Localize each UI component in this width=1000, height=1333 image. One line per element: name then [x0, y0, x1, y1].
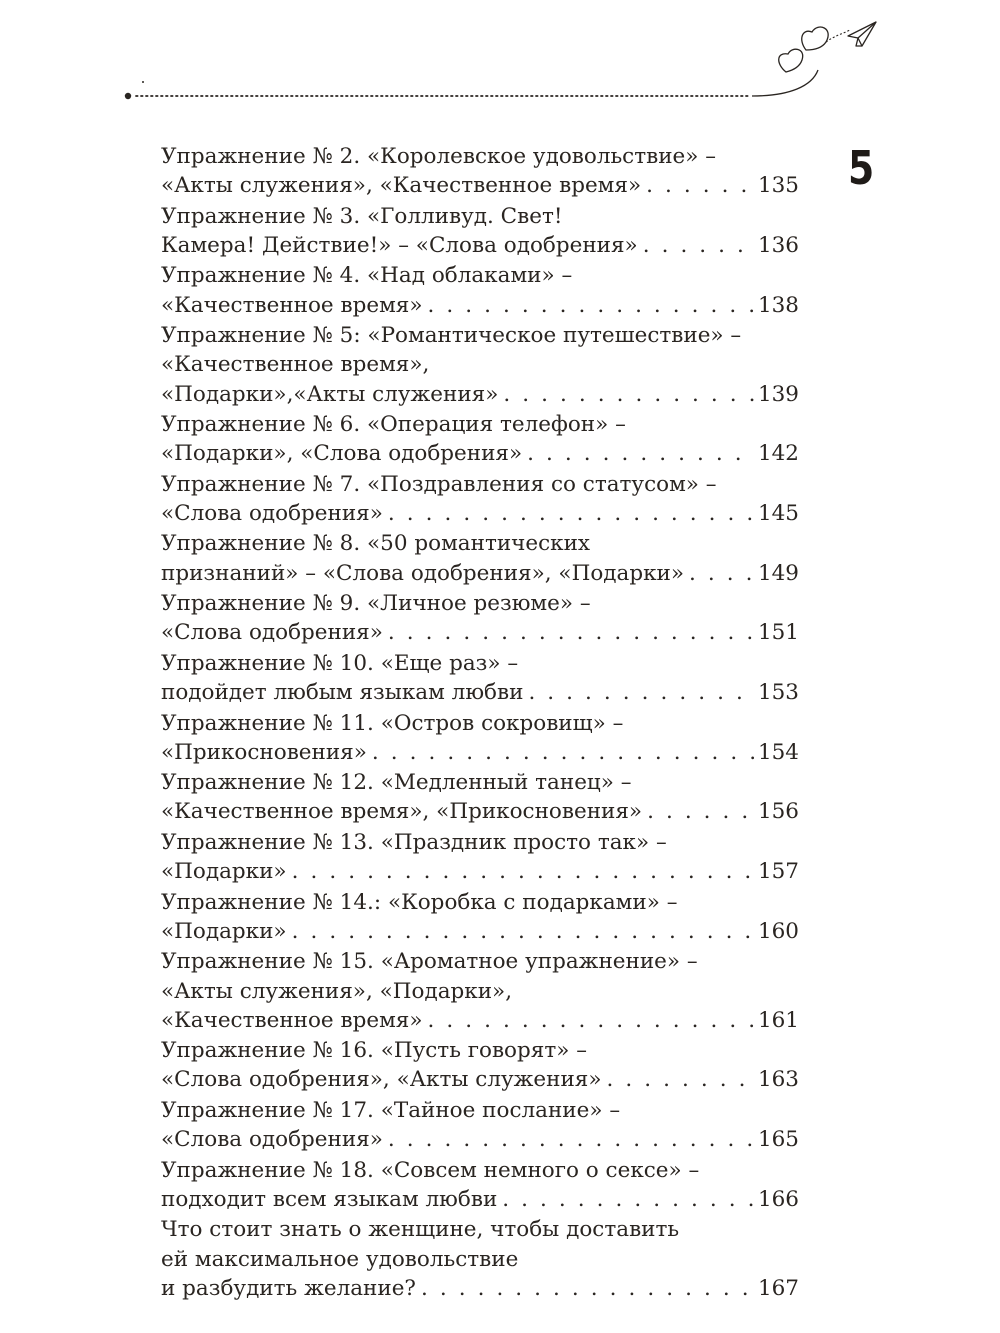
toc-entry[interactable]	[161, 1215, 799, 1303]
toc-entry-text: Упражнение № 6. «Операция телефон» –	[161, 412, 626, 438]
toc-page-number: 165	[757, 1127, 799, 1153]
toc-entry-text: Упражнение № 4. «Над облаками» –	[161, 263, 573, 289]
header-dot	[125, 93, 131, 99]
toc-page-number: 135	[757, 173, 799, 199]
toc-entry-line	[161, 171, 799, 200]
dot-leader	[528, 678, 754, 707]
toc-entry-text: Что стоит знать о женщине, чтобы доставить	[161, 1217, 680, 1243]
toc-page-number: 166	[757, 1186, 799, 1212]
header-decoration	[0, 0, 1000, 120]
toc-entry-line	[161, 797, 799, 826]
toc-entry-text: «Подарки»,«Акты служения»	[161, 381, 499, 407]
toc-entry-line	[161, 231, 799, 260]
dot-leader	[428, 1006, 754, 1035]
toc-entry-line	[161, 888, 799, 917]
toc-page-number: 156	[757, 799, 799, 825]
toc-page-number: 161	[757, 1007, 799, 1033]
toc-entry-text: Упражнение № 7. «Поздравления со статусом» –	[161, 471, 717, 497]
toc-page-number: 153	[757, 680, 799, 706]
toc-entry-text: ей максимальное удовольствие	[161, 1246, 519, 1272]
toc-entry-text: «Акты служения», «Подарки»,	[161, 978, 513, 1004]
toc-entry-text: признаний» – «Слова одобрения», «Подарки»	[161, 560, 685, 586]
toc-entry-line	[161, 649, 799, 678]
toc-page-number: 157	[757, 859, 799, 885]
toc-entry-line	[161, 1215, 799, 1244]
dot-leader	[292, 917, 754, 946]
header-dot-small	[142, 81, 144, 83]
dot-leader	[689, 559, 754, 588]
page-number: 5	[848, 141, 874, 195]
table-of-contents	[161, 142, 799, 1304]
toc-entry-line	[161, 917, 799, 946]
toc-entry-line	[161, 470, 799, 499]
toc-entry-line	[161, 828, 799, 857]
header-swirl-line	[752, 70, 818, 96]
dot-leader	[428, 291, 754, 320]
toc-entry-line	[161, 291, 799, 320]
dot-leader	[527, 439, 754, 468]
toc-page-number: 145	[757, 500, 799, 526]
dot-leader	[607, 1065, 754, 1094]
heart-icon	[779, 27, 828, 72]
dot-leader	[502, 1185, 754, 1214]
toc-entry-text: Упражнение № 11. «Остров сокровищ» –	[161, 710, 624, 736]
toc-entry-text: «Слова одобрения»	[161, 620, 383, 646]
toc-entry[interactable]	[161, 1036, 799, 1094]
toc-entry[interactable]	[161, 709, 799, 767]
toc-entry-text: «Качественное время»	[161, 292, 423, 318]
dot-leader	[646, 171, 754, 200]
toc-entry-text: подходит всем языкам любви	[161, 1186, 498, 1212]
toc-entry-line	[161, 618, 799, 647]
toc-entry-text: Упражнение № 10. «Еще раз» –	[161, 650, 519, 676]
toc-entry-line	[161, 709, 799, 738]
dot-leader	[388, 499, 754, 528]
toc-entry-line	[161, 977, 799, 1006]
dot-leader	[292, 857, 754, 886]
toc-entry-line	[161, 1245, 799, 1274]
toc-entry[interactable]	[161, 768, 799, 826]
toc-entry-text: Упражнение № 9. «Личное резюме» –	[161, 591, 591, 617]
toc-page-number: 142	[757, 441, 799, 467]
dot-leader	[388, 618, 754, 647]
toc-entry-text: Упражнение № 5: «Романтическое путешествие» –	[161, 323, 742, 349]
toc-entry-text: Камера! Действие!» – «Слова одобрения»	[161, 232, 638, 258]
toc-entry-line	[161, 380, 799, 409]
toc-entry-text: Упражнение № 12. «Медленный танец» –	[161, 770, 632, 796]
toc-entry-line	[161, 1156, 799, 1185]
toc-page-number: 163	[757, 1067, 799, 1093]
toc-entry[interactable]	[161, 529, 799, 587]
toc-entry-text: «Подарки»	[161, 918, 287, 944]
toc-entry[interactable]	[161, 470, 799, 528]
toc-entry[interactable]	[161, 589, 799, 647]
toc-entry-line	[161, 1065, 799, 1094]
toc-page-number: 136	[757, 232, 799, 258]
toc-entry-line	[161, 499, 799, 528]
toc-entry-line	[161, 142, 799, 171]
toc-entry-line	[161, 321, 799, 350]
toc-entry-text: «Слова одобрения», «Акты служения»	[161, 1067, 602, 1093]
toc-page-number: 154	[757, 739, 799, 765]
toc-page-number: 139	[757, 381, 799, 407]
toc-page-number: 138	[757, 292, 799, 318]
toc-entry[interactable]	[161, 202, 799, 260]
toc-entry-line	[161, 1274, 799, 1303]
toc-entry-line	[161, 678, 799, 707]
toc-entry-line	[161, 350, 799, 379]
toc-entry-text: Упражнение № 17. «Тайное послание» –	[161, 1097, 621, 1123]
toc-entry-line	[161, 1006, 799, 1035]
toc-entry-line	[161, 529, 799, 558]
toc-entry-text: «Прикосновения»	[161, 739, 367, 765]
toc-entry-line	[161, 261, 799, 290]
toc-entry-text: и разбудить желание?	[161, 1275, 416, 1301]
toc-entry-text: «Качественное время», «Прикосновения»	[161, 799, 643, 825]
toc-entry-text: «Подарки», «Слова одобрения»	[161, 441, 523, 467]
toc-entry-text: Упражнение № 15. «Ароматное упражнение» –	[161, 949, 698, 975]
dot-leader	[421, 1274, 754, 1303]
toc-entry-text: Упражнение № 3. «Голливуд. Свет!	[161, 203, 563, 229]
toc-entry-text: «Качественное время»,	[161, 352, 430, 378]
toc-entry-text: «Акты служения», «Качественное время»	[161, 173, 642, 199]
flight-trail	[826, 30, 850, 42]
toc-entry-text: «Качественное время»	[161, 1007, 423, 1033]
toc-entry[interactable]	[161, 947, 799, 1035]
toc-entry-line	[161, 947, 799, 976]
toc-entry-text: Упражнение № 14.: «Коробка с подарками» –	[161, 889, 678, 915]
toc-entry[interactable]	[161, 649, 799, 707]
dot-leader	[503, 380, 754, 409]
toc-entry-line	[161, 738, 799, 767]
toc-entry-text: Упражнение № 16. «Пусть говорят» –	[161, 1038, 587, 1064]
toc-entry-text: подойдет любым языкам любви	[161, 680, 524, 706]
toc-entry-line	[161, 857, 799, 886]
toc-entry[interactable]	[161, 888, 799, 946]
toc-entry-text: «Слова одобрения»	[161, 1127, 383, 1153]
toc-entry-text: «Слова одобрения»	[161, 500, 383, 526]
toc-entry-line	[161, 1185, 799, 1214]
toc-entry[interactable]	[161, 142, 799, 200]
toc-entry-line	[161, 410, 799, 439]
dot-leader	[647, 797, 754, 826]
toc-entry-line	[161, 202, 799, 231]
toc-entry-text: Упражнение № 8. «50 романтических	[161, 531, 591, 557]
toc-entry-line	[161, 768, 799, 797]
toc-entry-line	[161, 1096, 799, 1125]
toc-entry[interactable]	[161, 1096, 799, 1154]
toc-entry-line	[161, 439, 799, 468]
dot-leader	[372, 738, 754, 767]
toc-page-number: 160	[757, 918, 799, 944]
toc-entry[interactable]	[161, 321, 799, 409]
toc-entry[interactable]	[161, 261, 799, 319]
toc-entry[interactable]	[161, 828, 799, 886]
toc-page-number: 151	[757, 620, 799, 646]
toc-entry-line	[161, 559, 799, 588]
toc-entry-line	[161, 1125, 799, 1154]
toc-entry-text: Упражнение № 13. «Праздник просто так» –	[161, 829, 667, 855]
toc-entry-line	[161, 589, 799, 618]
toc-entry-text: Упражнение № 2. «Королевское удовольствие» –	[161, 144, 717, 169]
toc-entry[interactable]	[161, 410, 799, 468]
toc-page-number: 167	[757, 1275, 799, 1301]
dot-leader	[643, 231, 754, 260]
dot-leader	[388, 1125, 754, 1154]
paper-plane-icon	[848, 22, 876, 46]
toc-entry[interactable]	[161, 1156, 799, 1214]
toc-entry-text: Упражнение № 18. «Совсем немного о сексе» –	[161, 1157, 700, 1183]
toc-entry-line	[161, 1036, 799, 1065]
toc-page-number: 149	[757, 560, 799, 586]
toc-entry-text: «Подарки»	[161, 859, 287, 885]
